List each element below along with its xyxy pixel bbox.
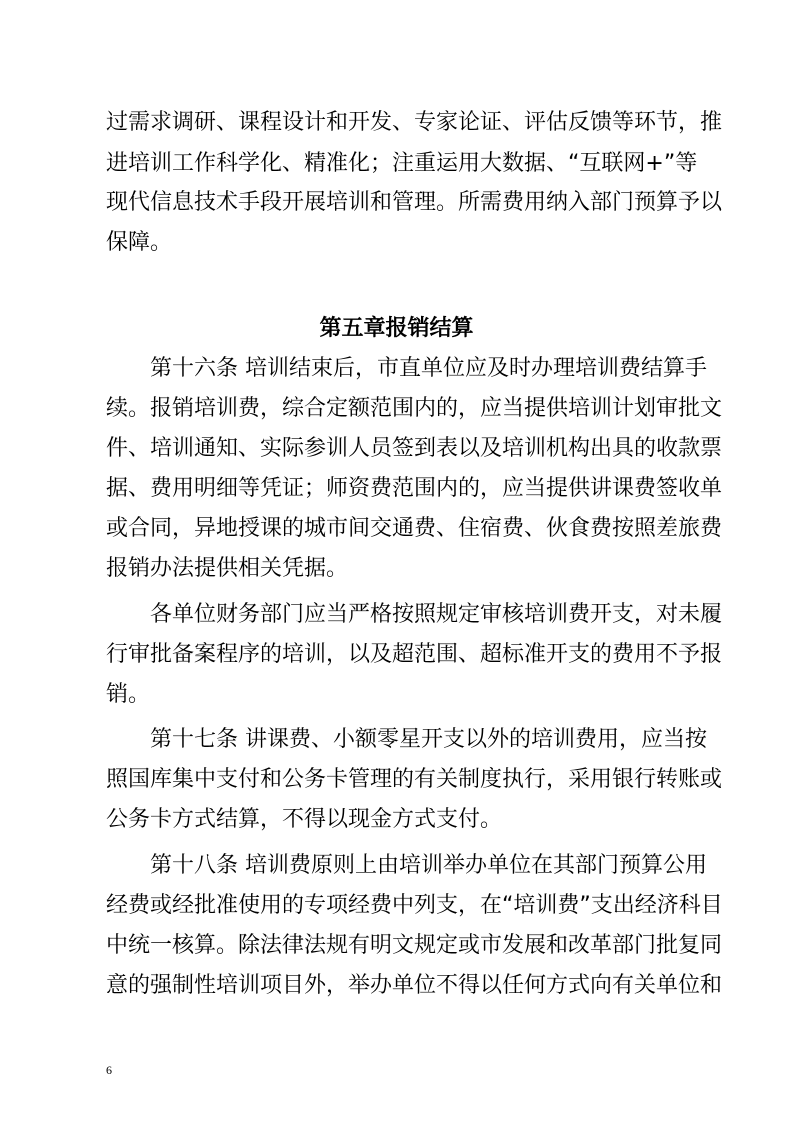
body-line: 进培训工作科学化、精准化；注重运用大数据、“互联网+”等 <box>106 151 698 176</box>
body-line: 据、费用明细等凭证；师资费范围内的，应当提供讲课费签收单 <box>106 476 723 501</box>
page-number: 6 <box>106 1063 112 1077</box>
body-line: 保障。 <box>106 230 173 255</box>
paragraph-line: 各单位财务部门应当严格按照规定审核培训费开支，对未履 <box>150 602 723 627</box>
body-line: 公务卡方式结算，不得以现金方式支付。 <box>106 807 503 832</box>
body-line: 过需求调研、课程设计和开发、专家论证、评估反馈等环节，推 <box>106 110 723 135</box>
body-line: 中统一核算。除法律法规有明文规定或市发展和改革部门批复同 <box>106 933 723 958</box>
chapter-heading: 第五章报销结算 <box>319 316 474 341</box>
body-line: 意的强制性培训项目外，举办单位不得以任何方式向有关单位和 <box>106 973 723 998</box>
article-18-line: 第十八条 培训费原则上由培训举办单位在其部门预算公用 <box>150 853 707 878</box>
article-16-line: 第十六条 培训结束后，市直单位应及时办理培训费结算手 <box>150 356 707 381</box>
body-line: 现代信息技术手段开展培训和管理。所需费用纳入部门预算予以 <box>106 190 723 215</box>
body-line: 经费或经批准使用的专项经费中列支，在“培训费”支出经济科目 <box>106 893 723 918</box>
body-line: 报销办法提供相关凭据。 <box>106 556 349 581</box>
body-line: 续。报销培训费，综合定额范围内的，应当提供培训计划审批文 <box>106 396 723 421</box>
body-line: 销。 <box>106 682 151 707</box>
article-17-line: 第十七条 讲课费、小额零星开支以外的培训费用，应当按 <box>150 727 707 752</box>
body-line: 照国库集中支付和公务卡管理的有关制度执行，采用银行转账或 <box>106 767 723 792</box>
body-line: 件、培训通知、实际参训人员签到表以及培训机构出具的收款票 <box>106 436 723 461</box>
body-line: 或合同，异地授课的城市间交通费、住宿费、伙食费按照差旅费 <box>106 516 723 541</box>
body-line: 行审批备案程序的培训，以及超范围、超标准开支的费用不予报 <box>106 642 723 667</box>
